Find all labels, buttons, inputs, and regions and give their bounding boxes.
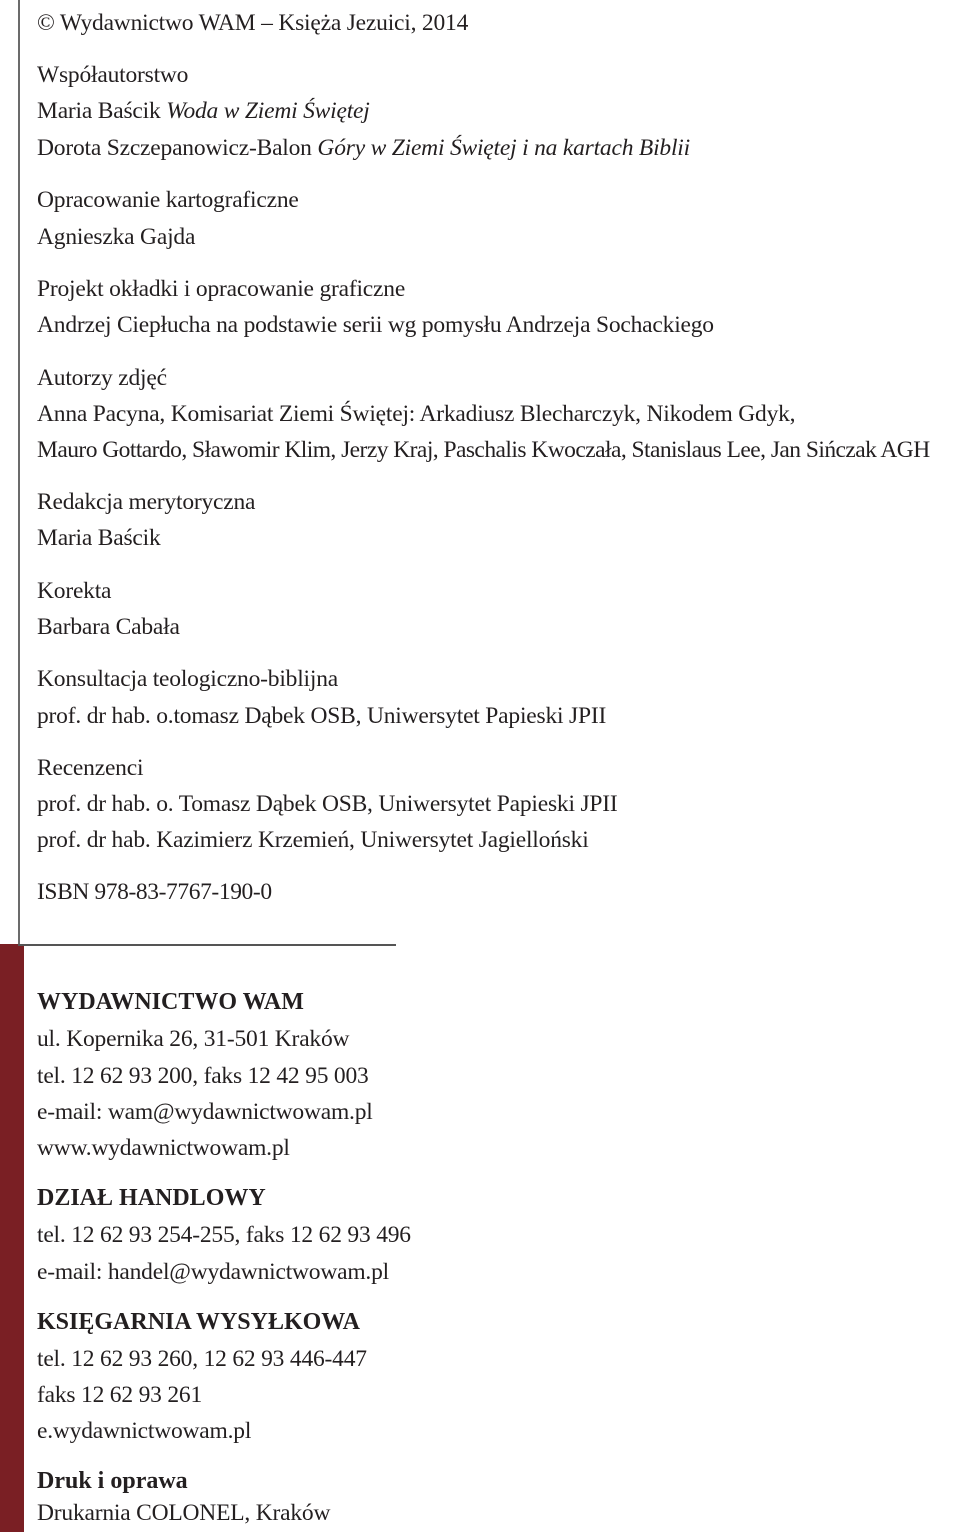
copyright-line: © Wydawnictwo WAM – Księża Jezuici, 2014 — [37, 10, 469, 36]
photos-heading: Autorzy zdjęć — [37, 365, 167, 391]
vertical-accent-bar — [0, 944, 24, 1532]
publisher-email: e-mail: wam@wydawnictwowam.pl — [37, 1099, 373, 1125]
isbn: ISBN 978-83-7767-190-0 — [37, 879, 272, 905]
cover-value: Andrzej Ciepłucha na podstawie serii wg pomysłu Andrzeja Sochackiego — [37, 312, 714, 338]
publisher-phone: tel. 12 62 93 200, faks 12 42 95 003 — [37, 1063, 369, 1089]
coauthor-title: Woda w Ziemi Świętej — [166, 98, 370, 124]
coauthor-entry — [37, 134, 690, 162]
publisher-heading: WYDAWNICTWO WAM — [37, 989, 304, 1015]
mailorder-heading: KSIĘGARNIA WYSYŁKOWA — [37, 1309, 360, 1335]
reviewers-heading: Recenzenci — [37, 755, 144, 781]
mailorder-phone: tel. 12 62 93 260, 12 62 93 446-447 — [37, 1346, 367, 1372]
sales-email: e-mail: handel@wydawnictwowam.pl — [37, 1259, 389, 1285]
coauthor-title: Góry w Ziemi Świętej i na kartach Biblii — [317, 135, 690, 161]
coauthorship-heading: Współautorstwo — [37, 62, 189, 88]
horizontal-divider — [18, 944, 396, 946]
publisher-website: www.wydawnictwowam.pl — [37, 1135, 290, 1161]
coauthor-entry — [37, 97, 370, 125]
mailorder-website: e.wydawnictwowam.pl — [37, 1418, 252, 1444]
photos-line: Anna Pacyna, Komisariat Ziemi Świętej: Arkadiusz Blecharczyk, Nikodem Gdyk, — [37, 401, 796, 427]
printing-heading: Druk i oprawa — [37, 1468, 188, 1494]
proofreading-heading: Korekta — [37, 578, 112, 604]
editing-heading: Redakcja merytoryczna — [37, 489, 256, 515]
consultation-heading: Konsultacja teologiczno-biblijna — [37, 666, 338, 692]
cartography-value: Agnieszka Gajda — [37, 224, 196, 250]
vertical-rule-thin — [18, 0, 20, 944]
reviewer-line: prof. dr hab. Kazimierz Krzemień, Uniwersytet Jagielloński — [37, 827, 589, 853]
sales-phone: tel. 12 62 93 254-255, faks 12 62 93 496 — [37, 1222, 411, 1248]
sales-heading: DZIAŁ HANDLOWY — [37, 1185, 266, 1211]
mailorder-fax: faks 12 62 93 261 — [37, 1382, 203, 1408]
publisher-address: ul. Kopernika 26, 31-501 Kraków — [37, 1026, 350, 1052]
coauthor-name: Dorota Szczepanowicz-Balon — [37, 135, 312, 161]
cover-heading: Projekt okładki i opracowanie graficzne — [37, 276, 406, 302]
consultation-value: prof. dr hab. o.tomasz Dąbek OSB, Uniwersytet Papieski JPII — [37, 703, 607, 729]
reviewer-line: prof. dr hab. o. Tomasz Dąbek OSB, Uniwersytet Papieski JPII — [37, 791, 618, 817]
proofreading-value: Barbara Cabała — [37, 614, 180, 640]
editing-value: Maria Baścik — [37, 525, 161, 551]
cartography-heading: Opracowanie kartograficzne — [37, 187, 299, 213]
photos-line: Mauro Gottardo, Sławomir Klim, Jerzy Kraj, Paschalis Kwoczała, Stanislaus Lee, Jan Sińczak AGH — [37, 437, 930, 463]
coauthor-name: Maria Baścik — [37, 98, 161, 124]
printing-value: Drukarnia COLONEL, Kraków — [37, 1500, 331, 1526]
